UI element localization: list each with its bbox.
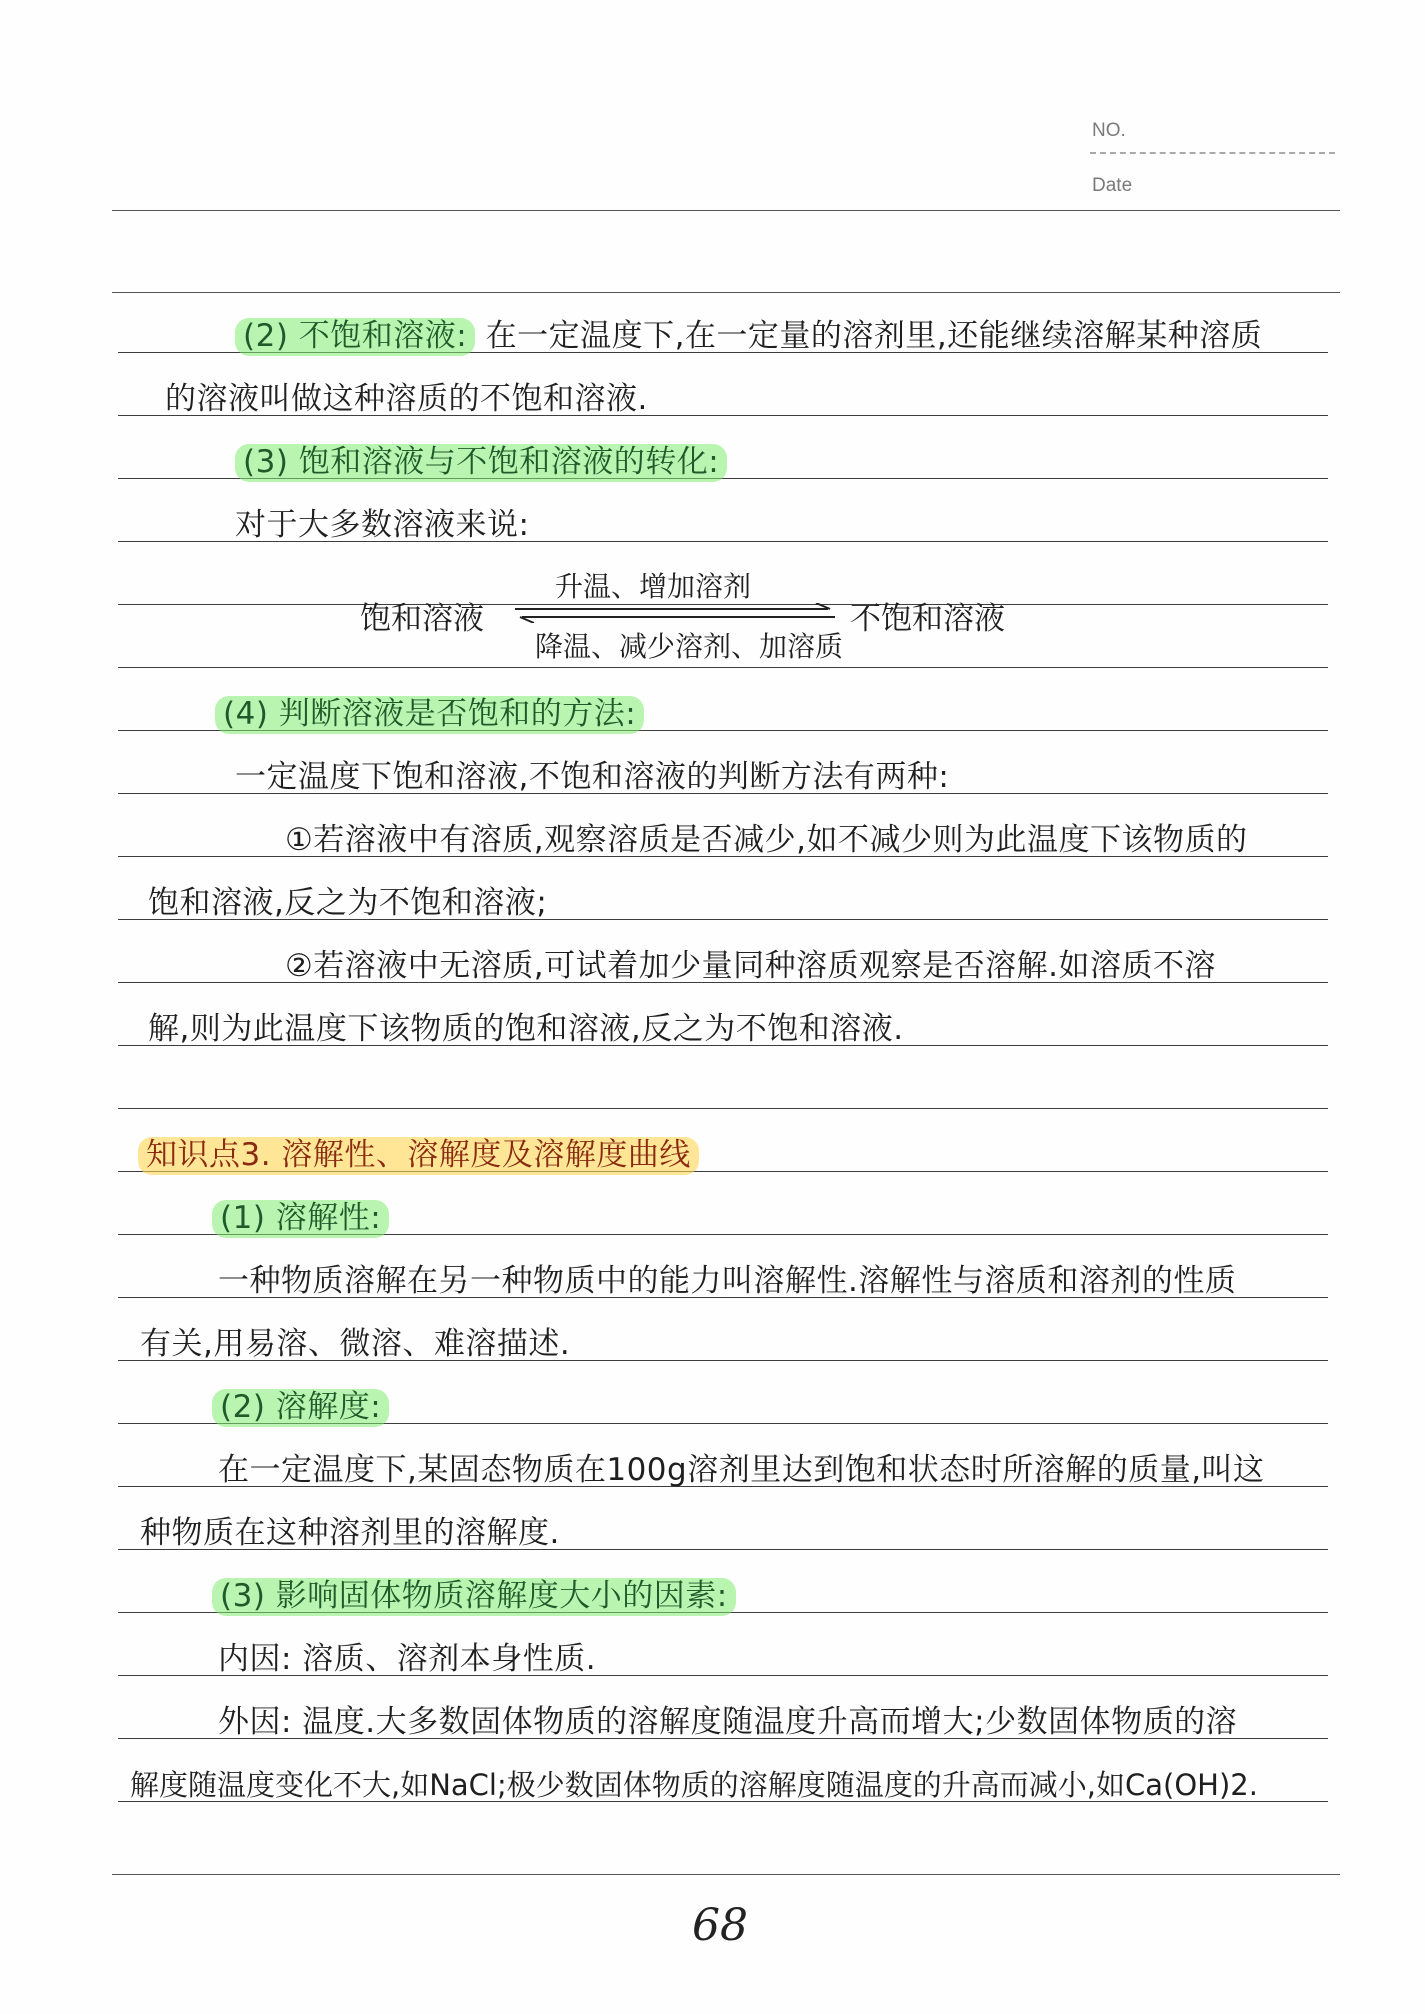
heading-unsaturated-solution: (2) 不饱和溶液: — [235, 318, 475, 356]
header-dashed-line — [1090, 152, 1335, 154]
text-line: ①若溶液中有溶质,观察溶质是否减少,如不减少则为此温度下该物质的 — [285, 822, 1248, 858]
text-line: 解,则为此温度下该物质的饱和溶液,反之为不饱和溶液. — [148, 1011, 904, 1047]
backward-condition-label: 降温、减少溶剂、加溶质 — [535, 630, 844, 663]
double-arrow-icon — [510, 603, 840, 623]
heading-solubility: (1) 溶解性: — [212, 1200, 389, 1238]
forward-condition-label: 升温、增加溶剂 — [555, 570, 752, 603]
conversion-heading-line — [235, 444, 727, 480]
saturated-solution-label: 饱和溶液 — [360, 601, 484, 637]
heading-knowledge-point-3: 知识点3. 溶解性、溶解度及溶解度曲线 — [138, 1137, 699, 1175]
conversion-diagram — [360, 565, 1040, 675]
text-line: 内因: 溶质、溶剂本身性质. — [218, 1641, 597, 1677]
page-number: 68 — [692, 1900, 748, 1951]
heading-solubility-degree: (2) 溶解度: — [212, 1389, 389, 1427]
text-line: ②若溶液中无溶质,可试着加少量同种溶质观察是否溶解.如溶质不溶 — [285, 948, 1216, 984]
solubility-heading-line — [212, 1200, 389, 1236]
ruled-line — [112, 210, 1340, 211]
text-line: 对于大多数溶液来说: — [235, 507, 530, 543]
text-line: 一种物质溶解在另一种物质中的能力叫溶解性.溶解性与溶质和溶剂的性质 — [218, 1263, 1237, 1299]
ruled-line — [118, 1108, 1328, 1109]
solubility-degree-heading-line — [212, 1389, 389, 1425]
heading-factors: (3) 影响固体物质溶解度大小的因素: — [212, 1578, 736, 1616]
heading-judgement: (4) 判断溶液是否饱和的方法: — [215, 696, 644, 734]
ruled-line — [112, 1874, 1340, 1875]
text-line: 饱和溶液,反之为不饱和溶液; — [148, 885, 548, 921]
no-label: NO. — [1092, 120, 1126, 141]
factors-heading-line — [212, 1578, 736, 1614]
unsaturated-definition-line — [235, 318, 1262, 354]
text-line: 一定温度下饱和溶液,不饱和溶液的判断方法有两种: — [235, 759, 950, 795]
unsaturated-solution-label: 不饱和溶液 — [850, 601, 1005, 637]
text-line: 解度随温度变化不大,如NaCl;极少数固体物质的溶解度随温度的升高而减小,如Ca(OH)2. — [130, 1768, 1258, 1802]
text-line: 的溶液叫做这种溶质的不饱和溶液. — [165, 381, 648, 417]
ruled-line — [112, 292, 1340, 293]
text-line: 种物质在这种溶剂里的溶解度. — [140, 1515, 560, 1551]
judgement-heading-line — [215, 696, 644, 732]
text-line: 在一定温度下,某固态物质在100g溶剂里达到饱和状态时所溶解的质量,叫这 — [218, 1452, 1265, 1488]
date-label: Date — [1092, 175, 1133, 196]
knowledge-point-3-line — [138, 1137, 699, 1173]
text-line: 外因: 温度.大多数固体物质的溶解度随温度升高而增大;少数固体物质的溶 — [218, 1704, 1238, 1740]
text-line: 在一定温度下,在一定量的溶剂里,还能继续溶解某种溶质 — [475, 318, 1263, 354]
heading-conversion: (3) 饱和溶液与不饱和溶液的转化: — [235, 444, 727, 482]
text-line: 有关,用易溶、微溶、难溶描述. — [140, 1326, 571, 1362]
